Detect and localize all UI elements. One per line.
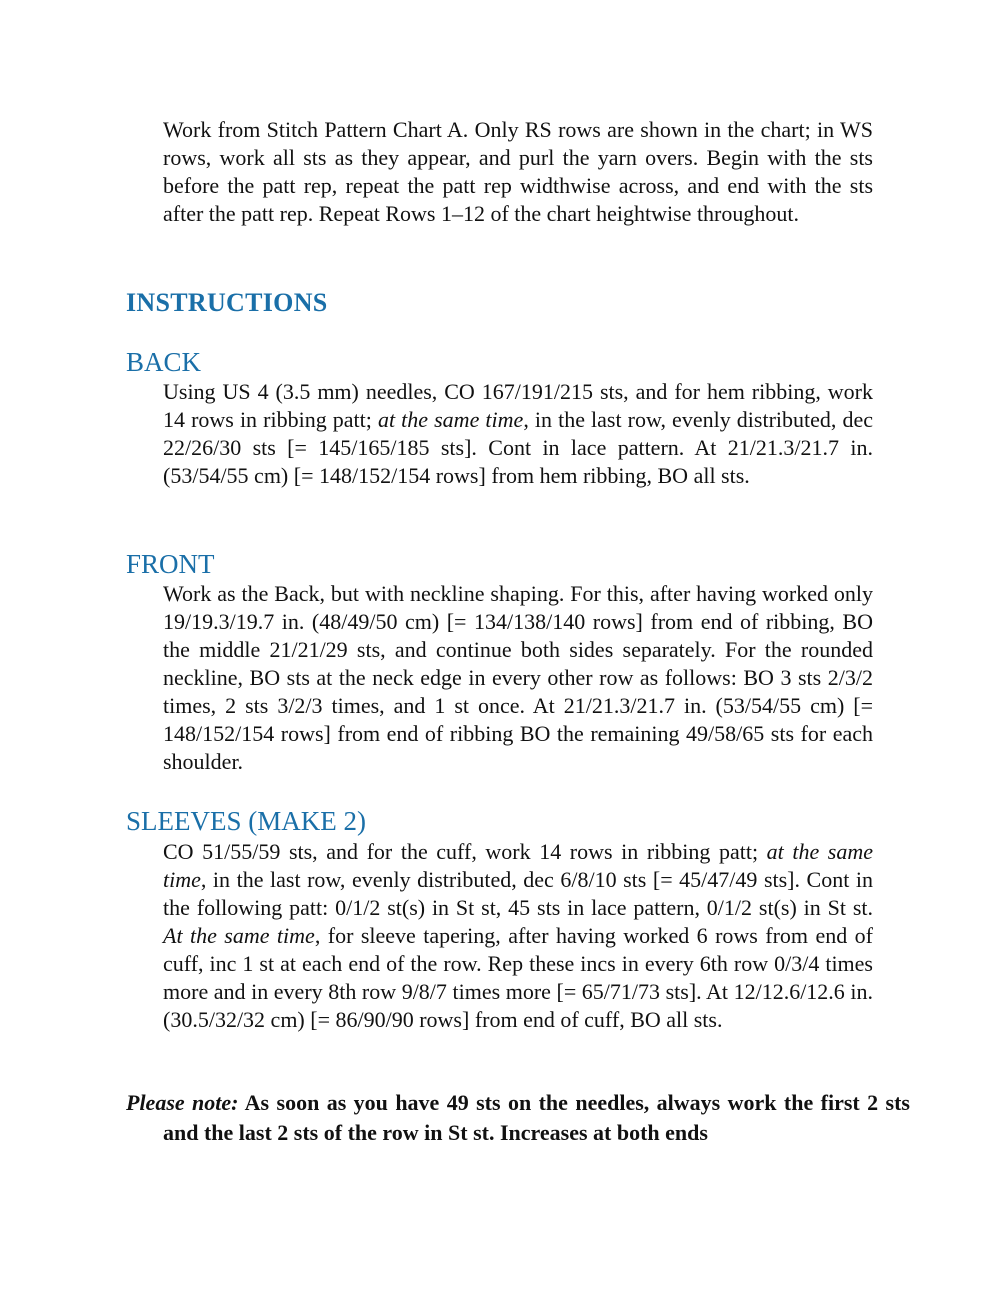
intro-paragraph: Work from Stitch Pattern Chart A. Only RS rows are shown in the chart; in WS rows, work all sts as they appear, and purl the yarn overs. Begin with the sts before the patt rep, repeat the patt rep widthwise across, and end with the sts after the patt rep. Repeat Rows 1–12 of the chart heightwise throughout. xyxy=(163,117,873,226)
sleeves-italic-2: At the same time xyxy=(163,923,315,948)
note-text: As soon as you have 49 sts on the needles, always work the first 2 sts and the last 2 sts of the row in St st. Increases at both ends xyxy=(163,1090,910,1145)
note-label: Please note: xyxy=(126,1090,239,1115)
sleeves-heading: SLEEVES (MAKE 2) xyxy=(126,806,366,836)
sleeves-text-1: CO 51/55/59 sts, and for the cuff, work 14 rows in ribbing patt; xyxy=(163,839,767,864)
instructions-heading: INSTRUCTIONS xyxy=(126,288,328,317)
front-heading: FRONT xyxy=(126,549,215,579)
back-text-2: , in the last row, evenly distributed, dec 22/26/30 sts [= 145/165/185 sts]. Cont in lace pattern. At 21/21.3/21.7 in. (53/54/55 cm) [= 148/152/154 rows] from hem ribbing, BO all sts. xyxy=(163,407,873,488)
back-paragraph xyxy=(163,378,873,490)
sleeves-text-2: , in the last row, evenly distributed, dec 6/8/10 sts [= 45/47/49 sts]. Cont in the following patt: 0/1/2 st(s) in St st, 45 sts in lace pattern, 0/1/2 st(s) in St st. xyxy=(163,867,873,920)
back-heading: BACK xyxy=(126,347,202,377)
back-text-1: Using US 4 (3.5 mm) needles, CO 167/191/215 sts, and for hem ribbing, work 14 rows in ribbing patt; xyxy=(163,379,873,432)
sleeves-paragraph xyxy=(163,838,873,1034)
sleeves-text-3: , for sleeve tapering, after having worked 6 rows from end of cuff, inc 1 st at each end of the row. Rep these incs in every 6th row 0/3/4 times more and in every 8th row 9/8/7 times more [= 65/71/73 sts]. At 12/12.6/12.6 in. (30.5/32/32 cm) [= 86/90/90 rows] from end of cuff, BO all sts. xyxy=(163,923,873,1032)
front-paragraph: Work as the Back, but with neckline shaping. For this, after having worked only 19/19.3/19.7 in. (48/49/50 cm) [= 134/138/140 rows] from end of ribbing, BO the middle 21/21/29 sts, and continue both sides separately. For the rounded neckline, BO sts at the neck edge in every other row as follows: BO 3 sts 2/3/2 times, 2 sts 3/2/3 times, and 1 st once. At 21/21.3/21.7 in. (53/54/55 cm) [= 148/152/154 rows] from end of ribbing BO the remaining 49/58/65 sts for each shoulder. xyxy=(163,581,873,774)
back-italic-1: at the same time xyxy=(377,407,524,432)
sleeves-italic-1: at the same time xyxy=(163,839,874,892)
please-note xyxy=(126,1088,910,1148)
